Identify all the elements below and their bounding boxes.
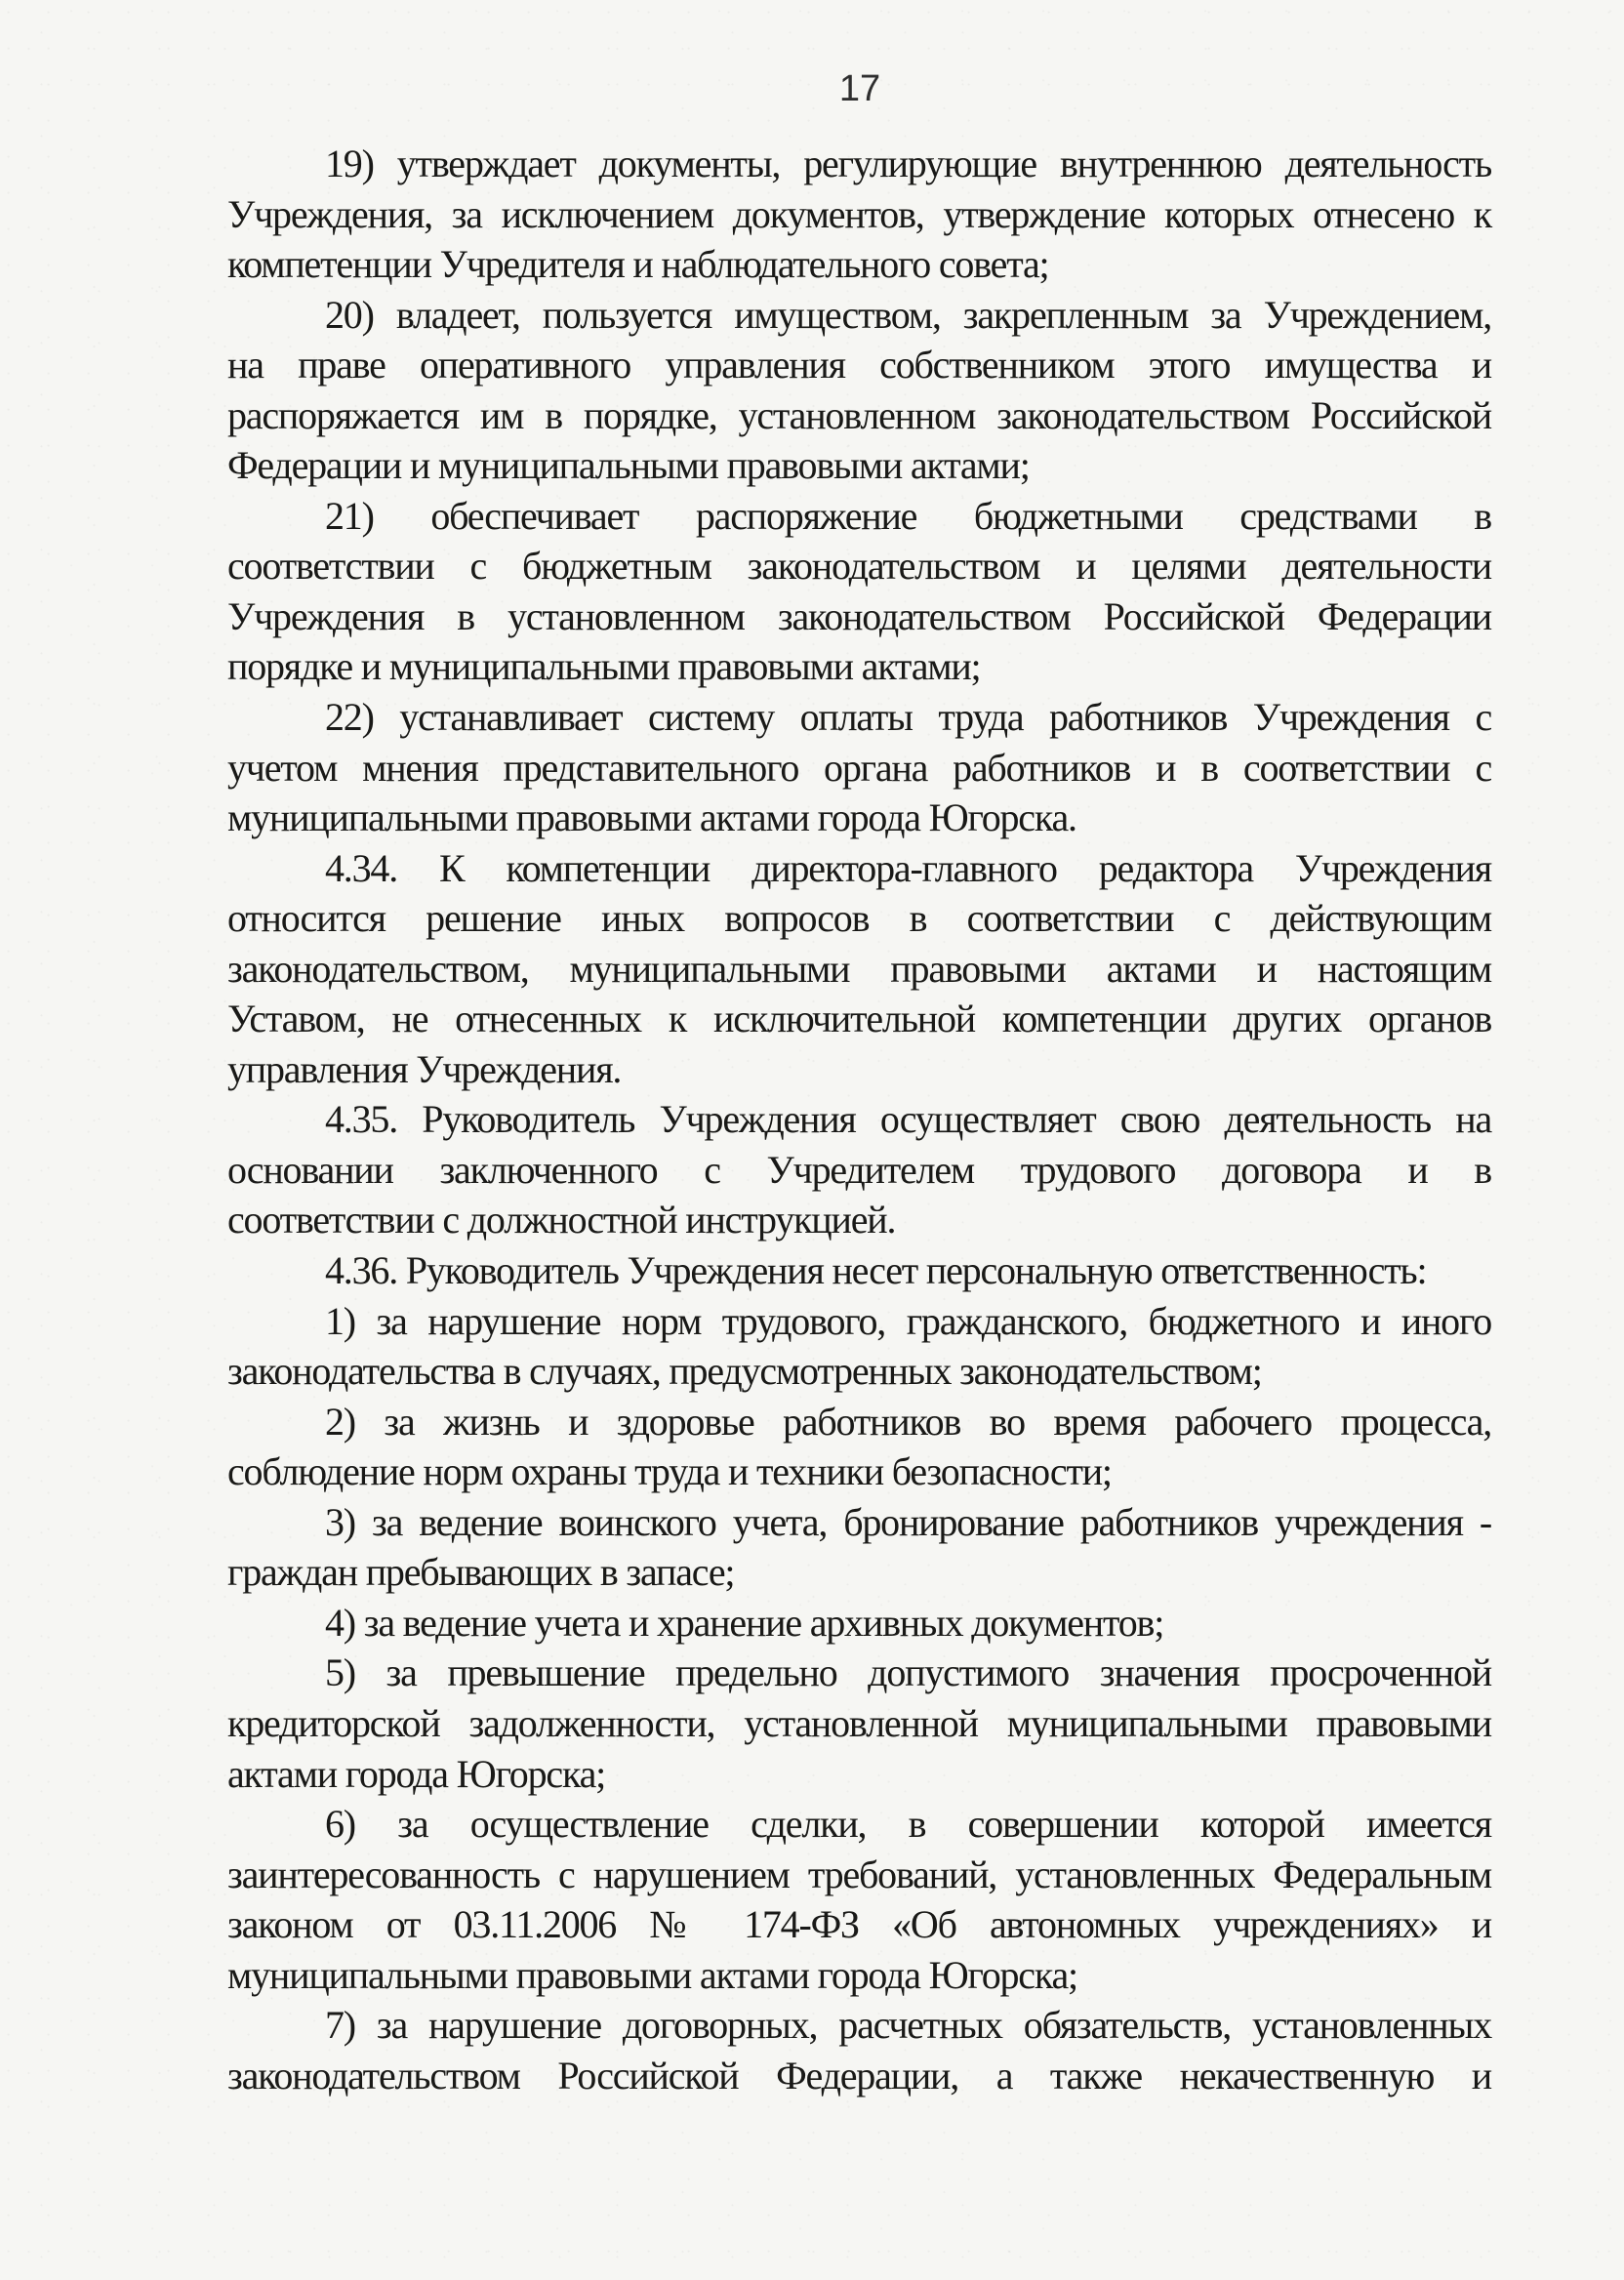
text-line: законодательством Российской Федерации, а также некачественную и (227, 2053, 1491, 2097)
text-line: Федерации и муниципальными правовыми актами; (227, 443, 1030, 488)
text-line: соответствии с должностной инструкцией. (227, 1198, 896, 1242)
text-line: порядке и муниципальными правовыми актами; (227, 644, 981, 689)
text-line: 5) за превышение предельно допустимого значения просроченной (325, 1650, 1491, 1695)
text-line: актами города Югорска; (227, 1751, 606, 1796)
text-line: 22) устанавливает систему оплаты труда работников Учреждения с (325, 695, 1491, 740)
text-line: компетенции Учредителя и наблюдательного совета; (227, 242, 1049, 287)
paragraph (227, 1094, 1491, 1245)
paragraph (227, 1245, 1491, 1296)
text-line: муниципальными правовыми актами города Югорска. (227, 795, 1076, 840)
text-line: учетом мнения представительного органа работников и в соответствии с (227, 745, 1491, 790)
text-line: 6) за осуществление сделки, в совершении которой имеется (325, 1802, 1491, 1847)
paragraph (227, 692, 1491, 843)
text-line: относится решение иных вопросов в соответствии с действующим (227, 896, 1491, 941)
text-line: Учреждения, за исключением документов, утверждение которых отнесено к (227, 191, 1491, 236)
paragraph (227, 491, 1491, 692)
text-line: соответствии с бюджетным законодательством и целями деятельности (227, 544, 1491, 589)
text-line: управления Учреждения. (227, 1046, 622, 1091)
paragraph (227, 1296, 1491, 1397)
text-line: 7) за нарушение договорных, расчетных обязательств, установленных (325, 2003, 1491, 2048)
text-line: заинтересованность с нарушением требований, установленных Федеральным (227, 1852, 1491, 1896)
text-line: муниципальными правовыми актами города Югорска; (227, 1952, 1077, 1997)
text-line: законодательства в случаях, предусмотренных законодательством; (227, 1349, 1262, 1394)
text-line: 3) за ведение воинского учета, бронирование работников учреждения - (325, 1499, 1491, 1544)
text-line: на праве оперативного управления собственником этого имущества и (227, 343, 1491, 387)
paragraph (227, 1799, 1491, 2000)
text-line: законом от 03.11.2006 № 174-ФЗ «Об автономных учреждениях» и (227, 1902, 1491, 1947)
text-line: 2) за жизнь и здоровье работников во время рабочего процесса, (325, 1399, 1491, 1444)
paragraph (227, 1497, 1491, 1598)
text-line: 19) утверждает документы, регулирующие внутреннюю деятельность (325, 142, 1491, 185)
text-line: 4.34. К компетенции директора-главного редактора Учреждения (325, 845, 1491, 890)
paragraph (227, 843, 1491, 1095)
text-line: 20) владеет, пользуется имуществом, закрепленным за Учреждением, (325, 292, 1491, 337)
text-line: 21) обеспечивает распоряжение бюджетными средствами в (325, 493, 1491, 538)
text-line: 4.36. Руководитель Учреждения несет персональную ответственность: (325, 1248, 1427, 1293)
text-line: 1) за нарушение норм трудового, гражданского, бюджетного и иного (325, 1298, 1491, 1343)
paragraph (227, 290, 1491, 491)
paragraph (227, 1648, 1491, 1799)
document-text-block (227, 139, 1491, 2100)
text-line: основании заключенного с Учредителем трудового договора и в (227, 1147, 1491, 1192)
text-line: кредиторской задолженности, установленной муниципальными правовыми (227, 1700, 1491, 1745)
text-line: соблюдение норм охраны труда и техники безопасности; (227, 1449, 1112, 1494)
text-line: Уставом, не отнесенных к исключительной компетенции других органов (227, 997, 1491, 1041)
text-line: распоряжается им в порядке, установленном законодательством Российской (227, 392, 1491, 437)
paragraph (227, 1598, 1491, 1649)
page-number: 17 (838, 68, 881, 109)
paragraph (227, 2000, 1491, 2100)
text-line: граждан пребывающих в запасе; (227, 1550, 735, 1595)
text-line: 4) за ведение учета и хранение архивных документов; (325, 1600, 1164, 1645)
paragraph (227, 1397, 1491, 1497)
paragraph (227, 139, 1491, 290)
text-line: Учреждения в установленном законодательством Российской Федерации (227, 593, 1491, 638)
text-line: 4.35. Руководитель Учреждения осуществляет свою деятельность на (325, 1097, 1491, 1142)
text-line: законодательством, муниципальными правовыми актами и настоящим (227, 946, 1491, 991)
